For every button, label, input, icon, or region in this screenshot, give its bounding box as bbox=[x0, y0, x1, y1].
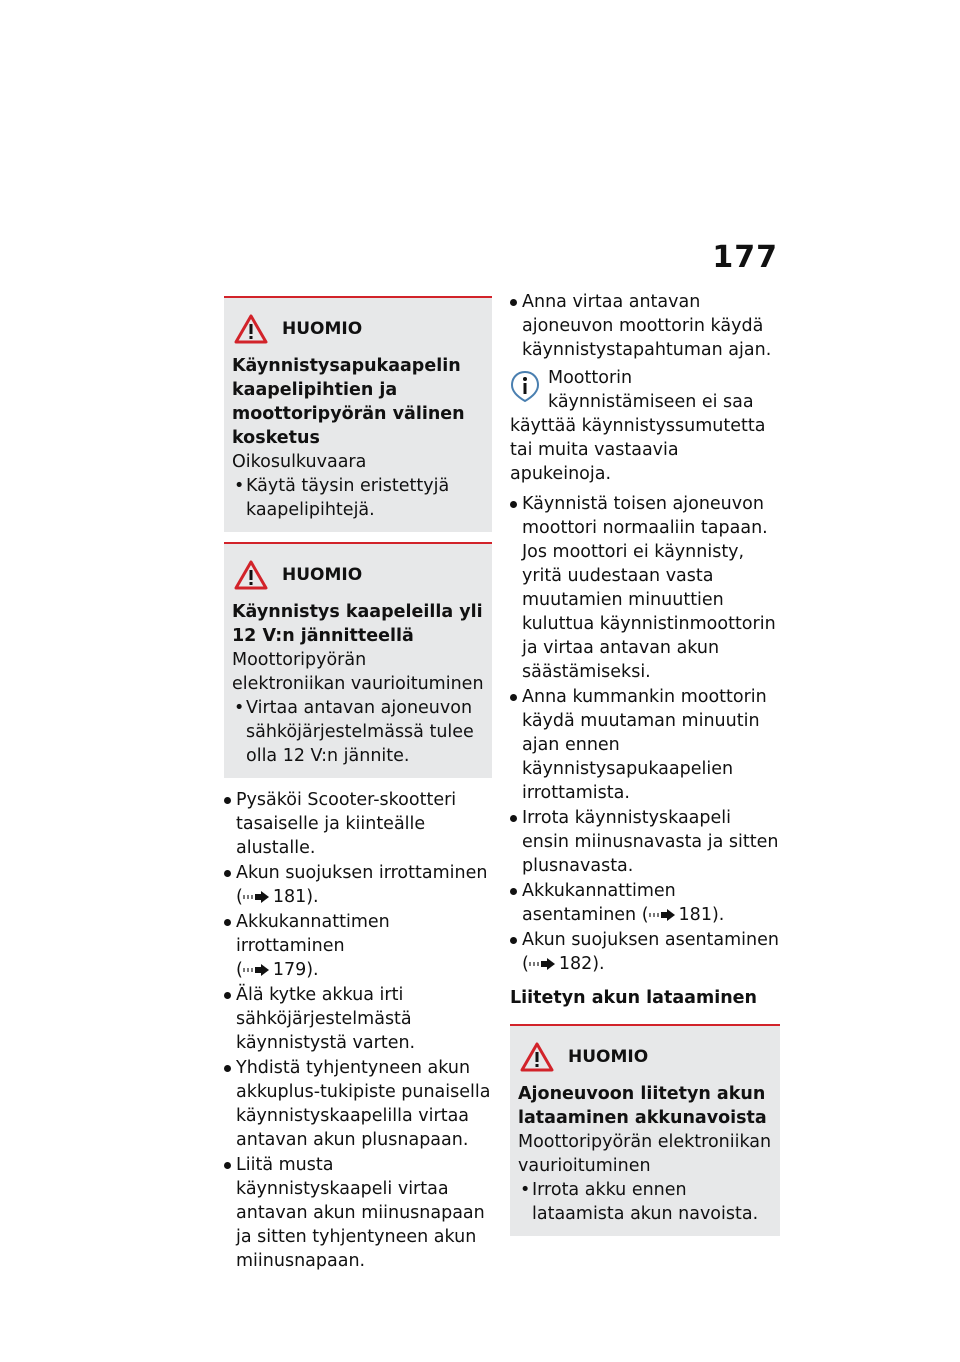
page-reference[interactable]: 181). bbox=[678, 905, 725, 925]
notice-bullets bbox=[518, 1178, 772, 1226]
notice-subtitle: Ajoneuvoon liitetyn akun lataaminen akkunavoista bbox=[518, 1084, 767, 1128]
notice-title: HUOMIO bbox=[282, 319, 363, 339]
step-item: Akkukannattimen asentaminen ( 181). bbox=[510, 879, 780, 927]
step-text: Irrota käynnistyskaapeli ensin miinusnavasta ja sitten plusnavasta. bbox=[522, 808, 779, 876]
notice-hazard: Oikosulkuvaara bbox=[232, 452, 367, 472]
step-item bbox=[510, 685, 780, 805]
page-reference-arrow-icon bbox=[529, 958, 555, 970]
step-item bbox=[510, 806, 780, 878]
notice-title: HUOMIO bbox=[282, 565, 363, 585]
section-heading: Liitetyn akun lataaminen bbox=[510, 988, 757, 1008]
page-reference[interactable]: 182). bbox=[558, 954, 605, 974]
step-text: Akun suojuksen asentaminen bbox=[522, 930, 779, 950]
step-item bbox=[224, 1056, 492, 1152]
step-item bbox=[224, 1153, 492, 1273]
step-text: Yhdistä tyhjentyneen akun akkuplus-tukipiste punaisella käynnistyskaapelilla virtaa antavan akun plusnapaan. bbox=[236, 1058, 491, 1150]
notice-bullets bbox=[232, 696, 484, 768]
step-item: Akun suojuksen irrottaminen ( 181). bbox=[224, 861, 492, 909]
step-text: Akkukannattimen irrottaminen bbox=[236, 912, 390, 956]
step-text: Käynnistä toisen ajoneuvon moottori normaaliin tapaan. Jos moottori ei käynnisty, yritä uudestaan vasta muutamien minuuttien kuluttua käynnistinmoottorin ja virtaa antavan akun säästämiseksi. bbox=[522, 494, 776, 682]
page-reference-arrow-icon bbox=[243, 964, 269, 976]
warning-triangle-icon bbox=[520, 1042, 554, 1072]
notice-bullets bbox=[232, 474, 484, 522]
warning-notice-1 bbox=[224, 296, 492, 532]
step-item bbox=[224, 983, 492, 1055]
info-note-text: Moottorin käynnistämiseen ei saa käyttää käynnistyssumutetta tai muita vastaavia apukeinoja. bbox=[510, 368, 766, 484]
page-reference-arrow-icon bbox=[243, 891, 269, 903]
step-item: Akkukannattimen irrottaminen ( 179). bbox=[224, 910, 492, 982]
step-item: Akun suojuksen asentaminen ( 182). bbox=[510, 928, 780, 976]
step-list-right-b bbox=[510, 492, 780, 976]
info-note bbox=[510, 366, 780, 486]
warning-triangle-icon bbox=[234, 560, 268, 590]
notice-bullet: • Irrota akku ennen lataamista akun navoista. bbox=[518, 1178, 772, 1226]
step-item bbox=[510, 492, 780, 684]
notice-header bbox=[232, 560, 484, 590]
notice-header bbox=[232, 314, 484, 344]
page-reference[interactable]: 181). bbox=[272, 887, 319, 907]
step-text: Anna virtaa antavan ajoneuvon moottorin käydä käynnistystapahtuman ajan. bbox=[522, 292, 772, 360]
left-column bbox=[224, 296, 492, 1274]
step-text: Liitä musta käynnistyskaapeli virtaa antavan akun miinusnapaan ja sitten tyhjentyneen akun miinusnapaan. bbox=[236, 1155, 485, 1271]
step-item bbox=[224, 788, 492, 860]
notice-hazard: Moottoripyörän elektroniikan vaurioituminen bbox=[518, 1132, 772, 1176]
notice-bullet: • Käytä täysin eristettyjä kaapelipihtejä. bbox=[232, 474, 484, 522]
warning-notice-2 bbox=[224, 542, 492, 778]
notice-subtitle: Käynnistysapukaapelin kaapelipihtien ja moottoripyörän välinen kosketus bbox=[232, 356, 465, 448]
step-text: Anna kummankin moottorin käydä muutaman minuutin ajan ennen käynnistysapukaapelien irrottamista. bbox=[522, 687, 767, 803]
page-reference[interactable]: 179). bbox=[272, 960, 319, 980]
step-text: Akun suojuksen irrottaminen bbox=[236, 863, 488, 883]
step-item bbox=[510, 290, 780, 362]
notice-title: HUOMIO bbox=[568, 1047, 649, 1067]
step-text: Älä kytke akkua irti sähköjärjestelmästä käynnistystä varten. bbox=[236, 985, 416, 1053]
notice-hazard: Moottoripyörän elektroniikan vaurioituminen bbox=[232, 650, 484, 694]
info-icon bbox=[510, 370, 540, 404]
page-reference-arrow-icon bbox=[649, 909, 675, 921]
warning-triangle-icon bbox=[234, 314, 268, 344]
warning-notice-3 bbox=[510, 1024, 780, 1236]
notice-subtitle: Käynnistys kaapeleilla yli 12 V:n jännitteellä bbox=[232, 602, 483, 646]
page-number: 177 bbox=[712, 240, 778, 275]
right-column bbox=[510, 290, 780, 1246]
notice-header bbox=[518, 1042, 772, 1072]
step-text: Akkukannattimen asentaminen bbox=[522, 881, 676, 925]
step-list-left bbox=[224, 788, 492, 1273]
step-text: Pysäköi Scooter-skootteri tasaiselle ja kiinteälle alustalle. bbox=[236, 790, 457, 858]
notice-bullet: • Virtaa antavan ajoneuvon sähköjärjestelmässä tulee olla 12 V:n jännite. bbox=[232, 696, 484, 768]
step-list-right-a bbox=[510, 290, 780, 362]
